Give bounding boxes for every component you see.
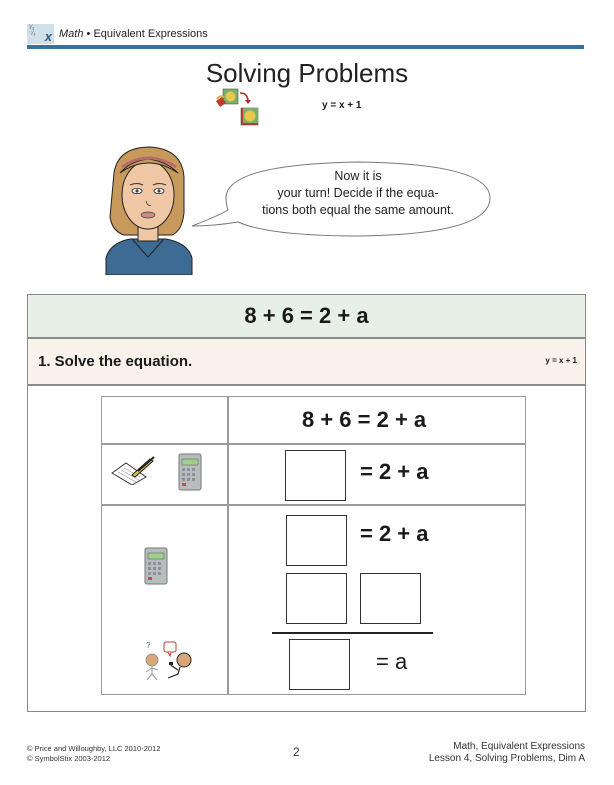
answer-box[interactable] [286, 515, 347, 566]
page-title: Solving Problems [205, 58, 409, 88]
instruction-formula: y = x + 1 [545, 356, 577, 365]
footer-lesson-info [429, 741, 585, 765]
svg-text:?: ? [146, 641, 151, 650]
answer-box[interactable] [286, 573, 347, 624]
girl-avatar [96, 143, 200, 275]
header-rule [27, 45, 584, 49]
speech-line: tions both equal the same amount. [262, 203, 454, 217]
paper-pencil-icon [110, 455, 156, 485]
problem-equation: 8 + 6 = 2 + a [28, 295, 585, 339]
page-number: 2 [293, 745, 300, 759]
page-header [27, 24, 208, 44]
answer-box[interactable] [360, 573, 421, 624]
footer-course: Math, Equivalent Expressions [453, 741, 585, 752]
header-subject: Math [59, 28, 84, 40]
column-divider [227, 397, 229, 694]
header-breadcrumb [59, 28, 208, 40]
instruction-text: 1. Solve the equation. [38, 353, 193, 370]
answer-box[interactable] [289, 639, 350, 690]
row2-right-expression: = 2 + a [360, 459, 429, 484]
row-divider [102, 443, 525, 445]
puzzle-solve-icon [214, 87, 260, 127]
title-formula: y = x + 1 [322, 100, 362, 111]
solution-table [101, 396, 526, 695]
row3-result-expression: = a [376, 649, 408, 674]
header-separator: • [86, 28, 91, 40]
explain-people-icon [144, 640, 194, 680]
header-topic: Equivalent Expressions [93, 28, 208, 40]
math-logo-icon: ¹⁄₂ ⁻⁄₃ x [29, 25, 52, 44]
instruction-row [28, 339, 585, 386]
calculator-icon [178, 453, 202, 491]
speech-line: Now it is [334, 169, 382, 183]
answer-box[interactable] [285, 450, 346, 501]
row-divider [102, 504, 525, 506]
calculator-icon [144, 547, 168, 585]
speech-text [238, 168, 478, 219]
table-equation: 8 + 6 = 2 + a [302, 407, 427, 432]
copyright-line: © SymbolStix 2003-2012 [27, 754, 111, 763]
copyright-line: © Price and Willoughby, LLC 2010-2012 [27, 744, 161, 753]
speech-line: your turn! Decide if the equa- [277, 186, 439, 200]
fraction-line [272, 632, 433, 634]
footer-lesson: Lesson 4, Solving Problems, Dim A [428, 753, 585, 764]
row3-right-expression: = 2 + a [360, 521, 429, 546]
footer-copyright [27, 744, 160, 764]
